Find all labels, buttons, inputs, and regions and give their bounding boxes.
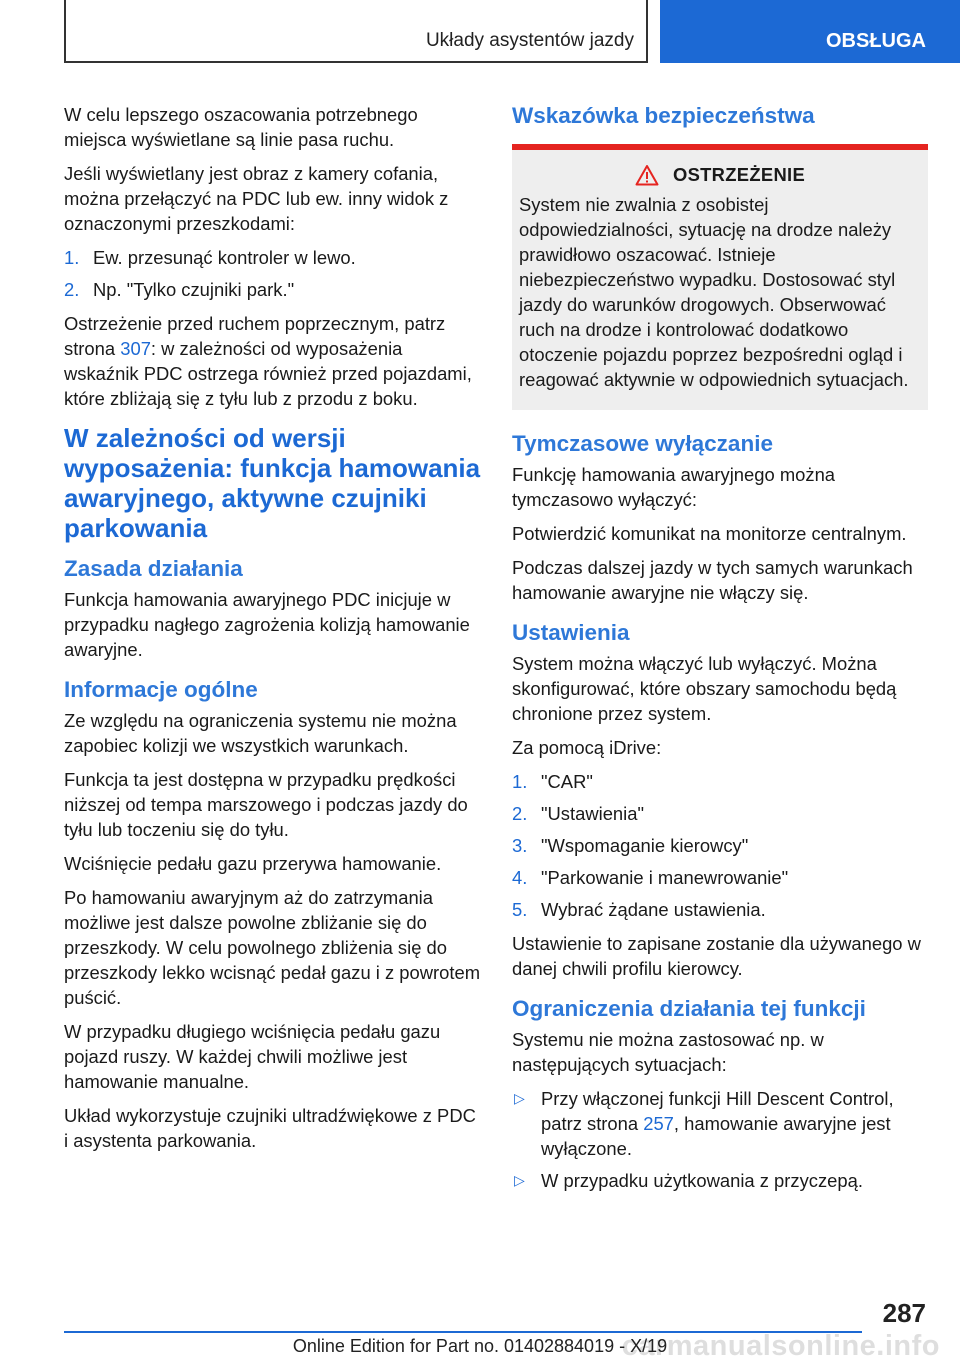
paragraph-principle: Funkcja hamowania awaryjnego PDC inicjuje w przypadku nagłego zagrożenia kolizją hamowanie awaryjne. <box>64 589 470 660</box>
warning-title: OSTRZEŻENIE <box>672 164 806 185</box>
bullet-list-limitations <box>512 1086 928 1193</box>
list-item: ▷ Przy włączonej funkcji Hill Descent Control, patrz strona 257, hamowanie awaryjne jest wyłączone. <box>514 1088 894 1159</box>
warning-title-row <box>519 164 921 186</box>
paragraph-lane-lines: W celu lepszego oszacowania potrzebnego miejsca wyświetlane są linie pasa ruchu. <box>64 104 418 150</box>
left-column <box>64 102 482 1162</box>
warning-text: System nie zwalnia z osobistej odpowiedzialności, sytuację na drodze należy prawidłowo oszacować. Istnieje niebezpieczeństwo wypadku. Dostosować styl jazdy do warunków drogowych. Obserwować ruch na drodze i kontrolować dodatkowo otoczenie pojazdu poprzez bezpośredni ogląd i reagować aktywnie w odpowiednich sytuacjach. <box>519 194 909 390</box>
paragraph-temp-3: Podczas dalszej jazdy w tych samych warunkach hamowanie awaryjne nie włączy się. <box>512 557 913 603</box>
triangle-bullet-icon: ▷ <box>514 1172 525 1188</box>
paragraph-camera-view: Jeśli wyświetlany jest obraz z kamery cofania, można przełączyć na PDC lub ew. inny widok z oznaczonymi przeszkodami: <box>64 163 449 234</box>
step-number: 2. <box>64 279 80 300</box>
list-item <box>64 245 482 270</box>
triangle-bullet-icon: ▷ <box>514 1090 525 1106</box>
paragraph-general-2: Funkcja ta jest dostępna w przypadku prędkości niższej od tempa marszowego i podczas jazdy do tyłu lub toczeniu się do tyłu. <box>64 769 468 840</box>
paragraph-settings-2: Za pomocą iDrive: <box>512 737 662 758</box>
heading-principle: Zasada działania <box>64 556 243 581</box>
step-text: "Ustawienia" <box>541 803 645 824</box>
heading-temporary-off: Tymczasowe wyłączanie <box>512 431 773 456</box>
paragraph-limits-1: Systemu nie można zastosować np. w następujących sytuacjach: <box>512 1029 824 1075</box>
paragraph-settings-3: Ustawienie to zapisane zostanie dla używanego w danej chwili profilu kierowcy. <box>512 933 921 979</box>
list-item: ▷ W przypadku użytkowania z przyczepą. <box>514 1170 863 1191</box>
footer-edition: Online Edition for Part no. 01402884019 - X/19 <box>292 1336 668 1356</box>
header-chapter-tab <box>660 0 960 63</box>
main-heading: W zależności od wersji wyposażenia: funkcja hamowania awaryjnego, aktywne czujniki parkowania <box>64 423 481 543</box>
heading-limitations: Ograniczenia działania tej funkcji <box>512 996 866 1021</box>
paragraph-cross-traffic: Ostrzeżenie przed ruchem poprzecznym, patrz strona 307: w zależności od wyposażenia wskaźnik PDC ostrzega również przed pojazdami, które zbliżają się z tyłu lub z przodu z boku. <box>64 313 472 409</box>
paragraph-general-5: W przypadku długiego wciśnięcia pedału gazu pojazd ruszy. W każdej chwili możliwe jest hamowanie manualne. <box>64 1021 441 1092</box>
right-column <box>512 102 928 1202</box>
step-number: 2. <box>512 803 528 824</box>
chapter-tab-label: OBSŁUGA <box>826 30 926 52</box>
step-text: Wybrać żądane ustawienia. <box>541 899 766 920</box>
page-number: 287 <box>882 1298 926 1328</box>
paragraph-general-6: Układ wykorzystuje czujniki ultradźwiękowe z PDC i asystenta parkowania. <box>64 1105 476 1151</box>
step-number: 5. <box>512 899 528 920</box>
watermark: carmanualsonline.info <box>621 1330 940 1362</box>
step-text: "Wspomaganie kierowcy" <box>541 835 749 856</box>
page-link-307[interactable]: 307 <box>120 338 151 359</box>
step-number: 1. <box>512 771 528 792</box>
list-item <box>512 769 928 794</box>
warning-box <box>512 144 928 410</box>
paragraph-general-1: Ze względu na ograniczenia systemu nie można zapobiec kolizji we wszystkich warunkach. <box>64 710 457 756</box>
step-number: 1. <box>64 247 80 268</box>
list-item <box>64 277 482 302</box>
header-section-title: Układy asystentów jazdy <box>425 30 634 51</box>
step-text: "Parkowanie i manewrowanie" <box>541 867 789 888</box>
step-text: Np. "Tylko czujniki park." <box>93 279 295 300</box>
list-item <box>512 801 928 826</box>
paragraph-temp-1: Funkcję hamowania awaryjnego można tymczasowo wyłączyć: <box>512 464 836 510</box>
heading-general-info: Informacje ogólne <box>64 677 258 702</box>
paragraph-temp-2: Potwierdzić komunikat na monitorze centralnym. <box>512 523 907 544</box>
paragraph-general-4: Po hamowaniu awaryjnym aż do zatrzymania możliwe jest dalsze powolne zbliżanie się do przeszkody. W celu powolnego zbliżenia się do przeszkody lekko wcisnąć pedał gazu i z powrotem puścić. <box>64 887 481 1008</box>
heading-settings: Ustawienia <box>512 620 630 645</box>
steps-list-idrive <box>512 769 928 922</box>
step-text: Ew. przesunąć kontroler w lewo. <box>93 247 356 268</box>
steps-list-view <box>64 245 482 302</box>
paragraph-general-3: Wciśnięcie pedału gazu przerywa hamowanie. <box>64 853 442 874</box>
list-item <box>512 833 928 858</box>
step-text: "CAR" <box>541 771 593 792</box>
paragraph-settings-1: System można włączyć lub wyłączyć. Można skonfigurować, które obszary samochodu będą chronione przez system. <box>512 653 897 724</box>
step-number: 3. <box>512 835 528 856</box>
warning-triangle-icon <box>635 164 659 186</box>
step-number: 4. <box>512 867 528 888</box>
heading-safety-note: Wskazówka bezpieczeństwa <box>512 103 815 128</box>
page-link-257[interactable]: 257 <box>643 1113 674 1134</box>
list-item <box>512 897 928 922</box>
header-section-box <box>64 0 648 63</box>
list-item <box>512 865 928 890</box>
